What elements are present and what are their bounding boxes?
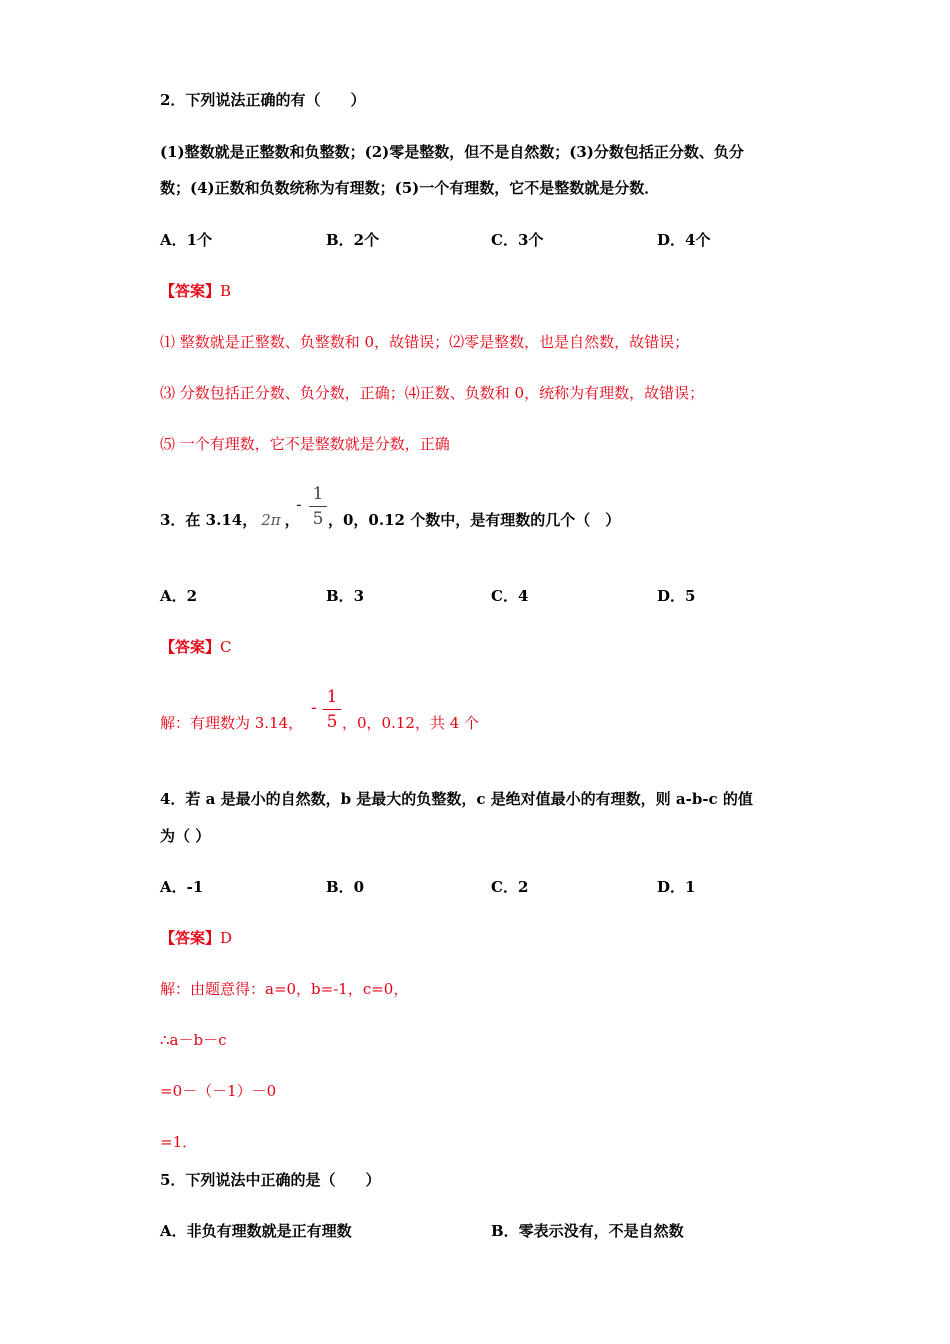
- q3-frac-numerator: 1: [312, 484, 324, 504]
- q3-option-c: C．4: [491, 587, 529, 605]
- q2-stem: 2．下列说法正确的有（ ）: [160, 91, 366, 109]
- q3-option-d: D．5: [657, 587, 696, 605]
- q2-option-a: A．1个: [160, 231, 213, 249]
- q3-explanation-suffix: ，0，0.12，共 4 个: [342, 714, 480, 732]
- q3-fraction: [309, 484, 327, 529]
- q2-body-line2: 数；(4)正数和负数统称为有理数；(5)一个有理数，它不是整数就是分数．: [160, 179, 660, 197]
- q3-answer: [160, 637, 232, 657]
- q4-solution-1: 解：由题意得：a=0，b=-1，c=0，: [160, 980, 409, 998]
- q3-frac-sign: -: [296, 495, 302, 515]
- q3-frac-denominator: 5: [312, 509, 324, 529]
- q2-option-b: B．2个: [326, 231, 380, 249]
- q4-option-c: C．2: [491, 878, 529, 896]
- q3-expl-frac-sign: -: [311, 698, 317, 718]
- q3-stem-suffix: ，0，0.12 个数中，是有理数的几个（ ）: [328, 511, 621, 529]
- q2-answer-value: B: [220, 282, 232, 300]
- q3-option-b: B．3: [326, 587, 365, 605]
- q2-explanation-3: ⑸ 一个有理数，它不是整数就是分数，正确: [160, 435, 450, 453]
- q4-answer: [160, 928, 232, 948]
- q4-stem-line1: 4．若 a 是最小的自然数，b 是最大的负整数，c 是绝对值最小的有理数，则 a-b-c 的值: [160, 790, 753, 808]
- q3-option-a: A．2: [160, 587, 198, 605]
- q3-answer-value: C: [220, 638, 232, 656]
- q5-stem: 5．下列说法中正确的是（ ）: [160, 1171, 381, 1189]
- q4-option-d: D．1: [657, 878, 696, 896]
- q3-stem-pi: 2π: [261, 511, 281, 529]
- q3-frac-bar: [309, 506, 327, 507]
- q2-explanation-1: ⑴ 整数就是正整数、负整数和 0，故错误；⑵零是整数，也是自然数，故错误；: [160, 333, 690, 351]
- q2-option-d: D．4个: [657, 231, 711, 249]
- q5-option-b: B．零表示没有，不是自然数: [491, 1222, 684, 1240]
- q2-answer: [160, 281, 231, 301]
- q4-solution-3: =0－（－1）－0: [160, 1082, 277, 1100]
- q5-option-a: A．非负有理数就是正有理数: [160, 1222, 352, 1240]
- q3-answer-label: 【答案】: [160, 638, 221, 656]
- q3-explanation-prefix: 解：有理数为 3.14，: [160, 714, 304, 732]
- q3-stem-prefix: 3．在 3.14，: [160, 511, 258, 529]
- q2-answer-label: 【答案】: [160, 282, 221, 300]
- q4-option-a: A．-1: [160, 878, 204, 896]
- q4-option-b: B．0: [326, 878, 365, 896]
- q4-answer-label: 【答案】: [160, 929, 221, 947]
- q4-stem-line2: 为（ ）: [160, 827, 211, 845]
- q2-body-line1: (1)整数就是正整数和负整数；(2)零是整数，但不是自然数；(3)分数包括正分数、负分: [160, 143, 744, 161]
- q4-answer-value: D: [220, 929, 233, 947]
- q3-expl-frac-bar: [323, 709, 341, 710]
- q4-solution-2: ∴a－b－c: [160, 1031, 227, 1049]
- q3-expl-fraction: [323, 687, 341, 732]
- q3-stem: [160, 510, 300, 530]
- q4-solution-4: =1．: [160, 1133, 198, 1151]
- q3-expl-frac-denominator: 5: [326, 712, 338, 732]
- q3-stem-comma: ，: [284, 511, 300, 529]
- q3-expl-frac-numerator: 1: [326, 687, 338, 707]
- q2-explanation-2: ⑶ 分数包括正分数、负分数，正确；⑷正数、负数和 0，统称为有理数，故错误；: [160, 384, 705, 402]
- q2-option-c: C．3个: [491, 231, 544, 249]
